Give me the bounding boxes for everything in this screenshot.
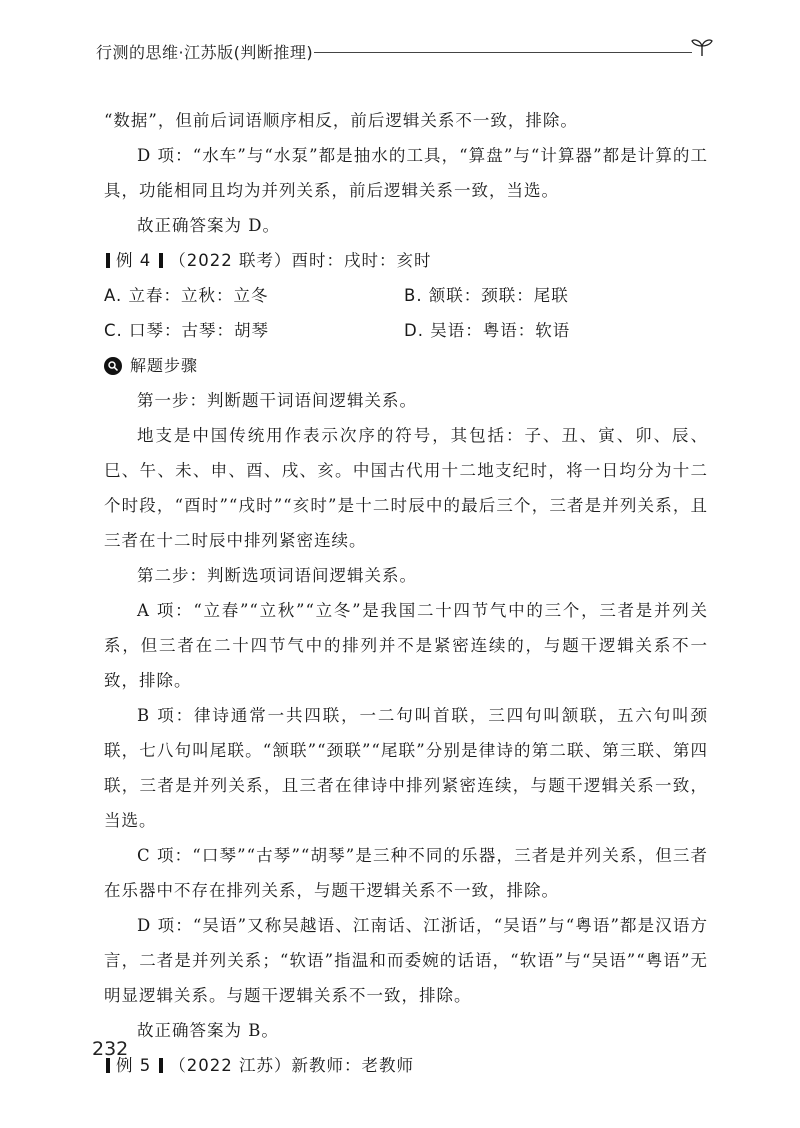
option-d: D. 吴语：粤语：软语	[404, 321, 571, 340]
option-a: A. 立春：立秋：立冬	[104, 286, 269, 305]
solution-heading	[104, 348, 708, 383]
running-header	[96, 38, 710, 70]
example-4-heading	[104, 243, 708, 278]
page-body	[104, 103, 708, 1083]
analysis-c: C 项：“口琴”“古琴”“胡琴”是三种不同的乐器，三者是并列关系，但三者在乐器中不存在排列关系，与题干逻辑关系不一致，排除。	[104, 846, 708, 900]
step-2: 第二步：判断选项词语间逻辑关系。	[137, 566, 417, 585]
paragraph: “数据”，但前后词语顺序相反，前后逻辑关系不一致，排除。	[104, 111, 578, 130]
step-1: 第一步：判断题干词语间逻辑关系。	[137, 391, 417, 410]
option-c: C. 口琴：古琴：胡琴	[104, 321, 270, 340]
analysis-a: A 项：“立春”“立秋”“立冬”是我国二十四节气中的三个，三者是并列关系，但三者在二十四节气中的排列并不是紧密连续的，与题干逻辑关系不一致，排除。	[104, 601, 708, 690]
example-label: 例 4	[116, 251, 152, 270]
analysis-d: D 项：“吴语”又称吴越语、江南话、江浙话，“吴语”与“粤语”都是汉语方言，二者是并列关系；“软语”指温和而委婉的话语，“软语”与“吴语”“粤语”无明显逻辑关系。与题干逻辑关系不一致，排除。	[104, 916, 708, 1005]
analysis-b: B 项：律诗通常一共四联，一二句叫首联，三四句叫颔联，五六句叫颈联，七八句叫尾联。“颔联”“颈联”“尾联”分别是律诗的第二联、第三联、第四联，三者是并列关系，且三者在律诗中排列紧密连续，与题干逻辑关系一致，当选。	[104, 706, 708, 830]
option-b: B. 颔联：颈联：尾联	[404, 286, 569, 305]
solution-title: 解题步骤	[130, 356, 199, 375]
example-5-heading	[104, 1048, 708, 1083]
page-number: 232	[92, 1038, 129, 1060]
answer-options	[104, 278, 708, 348]
example-bar-left	[106, 1058, 110, 1073]
example-label: 例 5	[116, 1056, 152, 1075]
paragraph: 故正确答案为 D。	[137, 216, 280, 235]
paragraph: 地支是中国传统用作表示次序的符号，其包括：子、丑、寅、卯、辰、巳、午、未、申、酉、戌、亥。中国古代用十二地支纪时，将一日均分为十二个时段，“酉时”“戌时”“亥时”是十二时辰中的最后三个，三者是并列关系，且三者在十二时辰中排列紧密连续。	[104, 426, 708, 550]
sprout-icon	[690, 34, 714, 58]
magnifier-icon	[104, 357, 122, 375]
example-question: （2022 联考）酉时：戌时：亥时	[169, 251, 432, 270]
example-question: （2022 江苏）新教师：老教师	[169, 1056, 414, 1075]
example-bar-right	[159, 1058, 163, 1073]
answer-line: 故正确答案为 B。	[137, 1021, 279, 1040]
example-bar-right	[159, 253, 163, 268]
header-title: 行测的思维·江苏版(判断推理)	[96, 43, 314, 62]
header-rule	[314, 52, 692, 53]
example-bar-left	[106, 253, 110, 268]
paragraph: D 项：“水车”与“水泵”都是抽水的工具，“算盘”与“计算器”都是计算的工具，功能相同且均为并列关系，前后逻辑关系一致，当选。	[104, 146, 708, 200]
